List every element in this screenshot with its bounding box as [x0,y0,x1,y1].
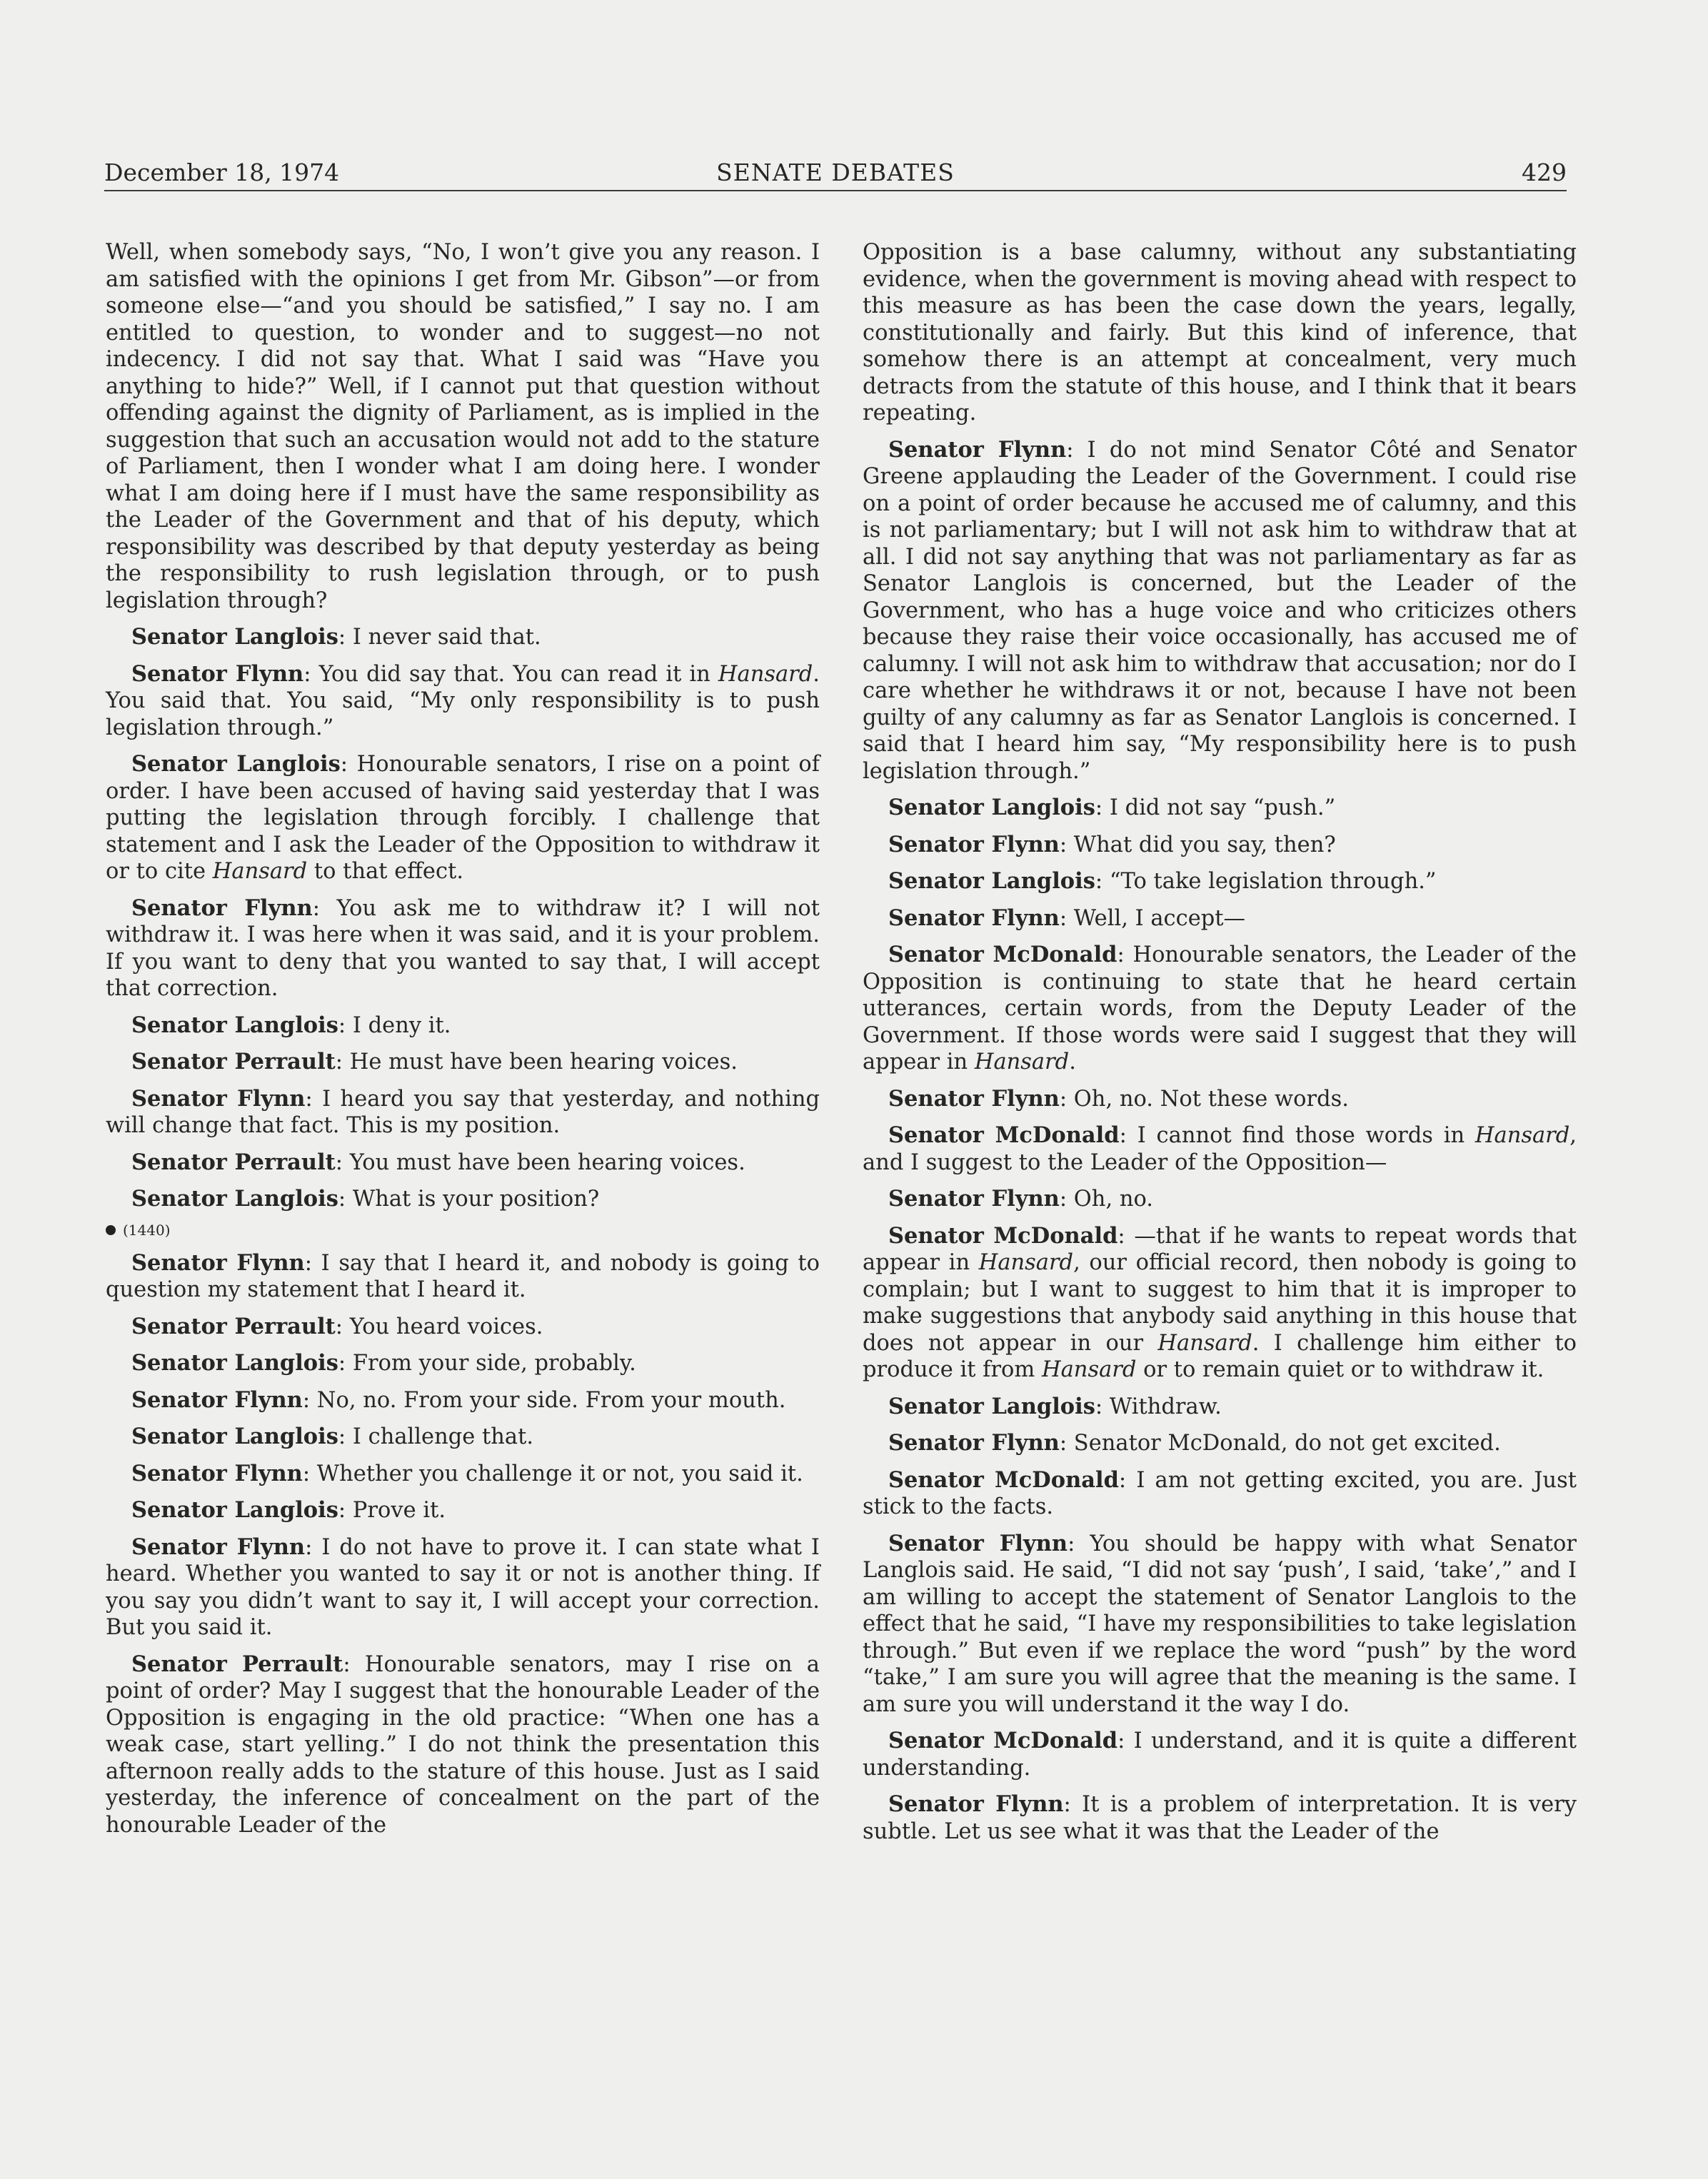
speech-text: Honourable senators, I rise on a point of order. I have been accused of having said yesterday that I was putting the legislation through forcibly. I challenge that statement and I ask the Leader of the Opposition to withdraw it or to cite Hansard to that effect. [106,752,820,884]
speech-text: Honourable senators, may I rise on a point of order? May I suggest that the honourable Leader of the Opposition is engaging in the old practice: “When one has a weak case, start yelling.” I do not think the presentation this afternoon really adds to the stature of this house. Just as I said yesterday, the inference of concealment on the part of the honourable Leader of the [106,1651,820,1838]
speaker-name: Senator Flynn : [131,1387,317,1413]
speaker-name: Senator Perrault : [131,1149,350,1175]
speech-paragraph [106,624,820,651]
speech-text: I never said that. [352,625,541,650]
speech-paragraph [863,1791,1577,1845]
speech-paragraph [106,1250,820,1304]
speaker-name: Senator Flynn : [888,1791,1082,1817]
speech-paragraph [863,1186,1577,1213]
speaker-name: Senator Perrault : [131,1049,350,1075]
speech-paragraph [863,905,1577,932]
speech-text: I say that I heard it, and nobody is going to question my statement that I heard it. [106,1250,820,1302]
speech-paragraph [863,795,1577,822]
speech-text: You should be happy with what Senator Langlois said. He said, “I did not say ‘push’, I said, ‘take’,” and I am willing to accept the statement of Senator Langlois to the effect that he said, “I have my responsibilities to take legislation through.” But even if we replace the word “push” by the word “take,” I am sure you will agree that the meaning is the same. I am sure you will understand it the way I do. [863,1531,1577,1717]
speaker-name: Senator Flynn : [888,905,1074,931]
speech-paragraph [106,1086,820,1139]
header-date: December 18, 1974 [104,158,340,186]
speech-text: You ask me to withdraw it? I will not withdraw it. I was here when it was said, and it is your problem. If you want to deny that you wanted to say that, I will accept that correction. [106,895,820,1001]
speaker-name: Senator Langlois : [131,1424,353,1449]
speech-text: No, no. From your side. From your mouth. [316,1387,786,1413]
speaker-name: Senator Langlois : [888,868,1110,894]
speech-text: —that if he wants to repeat words that appear in Hansard, our official record, then nobody is going to complain; but I want to suggest to him that it is improper to make suggestions that anybody said anything in this house that does not appear in our Hansard. I challenge him either to produce it from Hansard or to remain quiet or to withdraw it. [863,1223,1577,1382]
speech-paragraph [106,661,820,742]
speech-text: I do not mind Senator Côté and Senator Greene applauding the Leader of the Government. I could rise on a point of order because he accused me of calumny, and this is not parliamentary; but I will not ask him to withdraw that at all. I did not say anything that was not parliamentary as far as Senator Langlois is concerned, but the Leader of the Government, who has a huge voice and who criticizes others because they raise their voice occasionally, has accused me of calumny. I will not ask him to withdraw that accusation; nor do I care whether he withdraws it or not, because I have not been guilty of any calumny as far as Senator Langlois is concerned. I said that I heard him say, “My responsibility here is to push legislation through.” [863,437,1577,784]
continued-paragraph [863,239,1577,427]
speaker-name: Senator Langlois : [888,795,1110,820]
speech-paragraph [863,1531,1577,1718]
speech-paragraph [106,1651,820,1839]
speech-text: Opposition is a base calumny, without any substantiating evidence, when the government is moving ahead with respect to this measure as has been the case down the years, legally, constitutionally and fairly. But this kind of inference, that somehow there is an attempt at concealment, very much detracts from the statute of this house, and I think that it bears repeating. [863,240,1577,426]
speech-paragraph [106,1424,820,1451]
speech-text: Well, I accept— [1073,905,1246,931]
speaker-name: Senator Flynn : [888,1430,1074,1456]
speech-paragraph [863,942,1577,1076]
speaker-name: Senator Perrault : [131,1651,365,1677]
speech-text: Well, when somebody says, “No, I won’t give you any reason. I am satisfied with the opinions I get from Mr. Gibson”—or from someone else—“and you should be satisfied,” I say no. I am entitled to question, to wonder and to suggest—no not indecency. I did not say that. What I said was “Have you anything to hide?” Well, if I cannot put that question without offending against the dignity of Parliament, as is implied in the suggestion that such an accusation would not add to the stature of Parliament, then I wonder what I am doing here. I wonder what I am doing here if I must have the same responsibility as the Leader of the Government and that of his deputy, which responsibility was described by that deputy yesterday as being the responsibility to rush legislation through, or to push legislation through? [106,240,820,613]
speech-paragraph [106,1461,820,1488]
speech-text: Oh, no. [1073,1187,1153,1212]
speaker-name: Senator Langlois : [131,1012,353,1038]
speech-paragraph [106,1149,820,1177]
speech-text: Senator McDonald, do not get excited. [1073,1431,1501,1456]
speaker-name: Senator Flynn : [888,1186,1074,1212]
speech-paragraph [863,1122,1577,1176]
left-column [106,239,820,1848]
speech-paragraph [863,1223,1577,1384]
speech-text: I understand, and it is quite a different understanding. [863,1728,1577,1781]
speech-text: You heard voices. [349,1314,543,1339]
speech-paragraph [106,1314,820,1341]
speech-paragraph [863,1086,1577,1113]
speech-paragraph [106,1186,820,1213]
speech-paragraph [106,1350,820,1377]
speech-paragraph [106,751,820,885]
speaker-name: Senator Flynn : [888,832,1074,857]
speaker-name: Senator Flynn : [888,1531,1090,1556]
speech-text: Honourable senators, the Leader of the Opposition is continuing to state that he heard certain utterances, certain words, from the Deputy Leader of the Government. If those words were said I suggest that they will appear in Hansard. [863,942,1577,1075]
speech-text: I did not say “push.” [1109,795,1336,820]
speech-text: It is a problem of interpretation. It is very subtle. Let us see what it was that the Leader of the [863,1792,1577,1844]
speech-paragraph [863,437,1577,785]
speech-paragraph [863,1430,1577,1457]
speech-text: I deny it. [352,1012,451,1038]
time-marker [106,1220,820,1240]
speaker-name: Senator McDonald : [888,1467,1136,1493]
speech-text: “To take legislation through.” [1109,869,1437,894]
speaker-name: Senator Flynn : [888,1086,1074,1112]
page-header [104,157,1567,191]
speech-paragraph [106,895,820,1002]
speech-text: You did say that. You can read it in Hansard. You said that. You said, “My only responsibility is to push legislation through.” [106,661,820,740]
right-column [863,239,1577,1855]
speech-paragraph [863,868,1577,895]
speech-paragraph [863,832,1577,859]
speaker-name: Senator McDonald : [888,942,1132,967]
speaker-name: Senator McDonald : [888,1728,1134,1753]
speech-text: Whether you challenge it or not, you said it. [316,1461,803,1486]
speaker-name: Senator Langlois : [131,1186,353,1212]
speaker-name: Senator McDonald : [888,1122,1137,1148]
speech-paragraph [106,1534,820,1641]
speaker-name: Senator Langlois : [131,1350,353,1376]
continued-paragraph [106,239,820,614]
speech-text: Oh, no. Not these words. [1073,1086,1349,1112]
speaker-name: Senator Langlois : [131,1497,353,1523]
bullet-icon [106,1225,116,1235]
speaker-name: Senator Flynn : [888,437,1087,463]
speaker-name: Senator Flynn : [131,661,319,687]
speech-paragraph [863,1467,1577,1521]
speech-text: From your side, probably. [352,1351,636,1376]
speech-text: What did you say, then? [1073,832,1336,857]
speech-text: I do not have to prove it. I can state what I heard. Whether you wanted to say it or not is another thing. If you say you didn’t want to say it, I will accept your correction. But you said it. [106,1534,820,1640]
speaker-name: Senator Flynn : [131,895,337,921]
speech-text: Prove it. [352,1498,446,1523]
time-marker-text: (1440) [123,1221,171,1239]
speaker-name: Senator Flynn : [131,1250,321,1276]
speech-paragraph [106,1497,820,1524]
speaker-name: Senator Langlois : [888,1394,1110,1419]
speech-paragraph [106,1012,820,1040]
speech-paragraph [106,1387,820,1414]
speaker-name: Senator Flynn : [131,1086,322,1112]
speech-text: I heard you say that yesterday, and nothing will change that fact. This is my position. [106,1086,820,1138]
speaker-name: Senator Langlois : [131,751,357,777]
speaker-name: Senator Flynn : [131,1534,321,1560]
speaker-name: Senator Langlois : [131,624,353,650]
speech-paragraph [863,1728,1577,1781]
speaker-name: Senator McDonald : [888,1223,1134,1249]
speech-text: I challenge that. [352,1424,534,1449]
speech-text: He must have been hearing voices. [349,1050,738,1075]
speech-text: I am not getting excited, you are. Just stick to the facts. [863,1467,1577,1519]
header-title: SENATE DEBATES [716,158,955,186]
speech-text: I cannot find those words in Hansard, and I suggest to the Leader of the Opposition— [863,1123,1577,1175]
speech-paragraph [106,1049,820,1076]
speech-text: You must have been hearing voices. [349,1149,745,1175]
speech-text: Withdraw. [1109,1394,1222,1419]
header-page-number: 429 [1522,158,1567,186]
speech-text: What is your position? [352,1187,600,1212]
speaker-name: Senator Perrault : [131,1314,350,1339]
speech-paragraph [863,1394,1577,1421]
speaker-name: Senator Flynn : [131,1461,317,1486]
